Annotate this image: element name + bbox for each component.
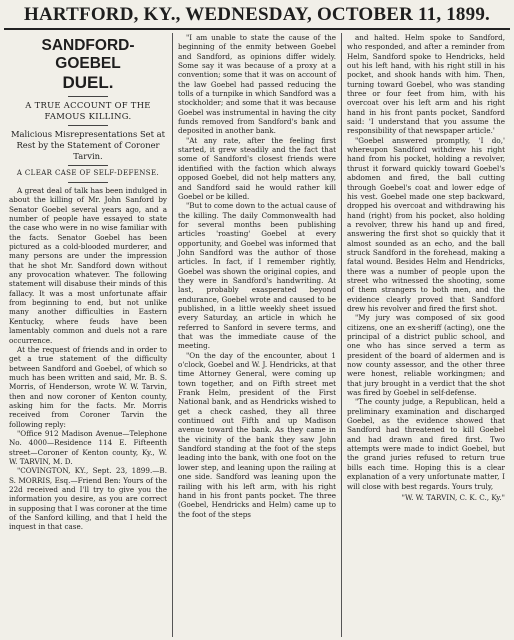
deck-3: A CLEAR CASE OF SELF-DEFENSE.	[16, 169, 160, 177]
deck-2: Malicious Misrepresentations Set at Rest by the Statement of Coroner Tarvin.	[10, 129, 166, 161]
columns	[4, 33, 510, 637]
headline-line-2: DUEL.	[62, 73, 114, 92]
paragraph: "My jury was composed of six good citizens, one an ex-sheriff (acting), one the principal of a district public school, and one who has since served a term as president of the board of aldermen and is now county assessor, and the other three were honest, reliable workingmen; and that jury brought in a verdict that the shot was fired by Goebel in self-defense.	[347, 313, 505, 398]
paragraph: "I am unable to state the cause of the beginning of the enmity between Goebel and Sandford, as opinions differ widely. Some say it was because of a proxy at a convention; some that it was on account of the law Goebel had passed reducing the tolls of a turnpike in which Sandford was a stockholder; and some that it was because Goebel was instrumental in having the city funds removed from Sandford's bank and deposited in another bank.	[178, 33, 336, 136]
headline-line-1: SANDFORD-GOEBEL	[41, 37, 135, 72]
paragraph: "The county judge, a Republican, held a preliminary examination and discharged Goebel, as the evidence showed that Sandford had threatened to kill Goebel and had drawn and fired first. Two attempts were made to indict Goebel, but the grand juries refused to return true bills each time. Hoping this is a clear explanation of a very unfortunate matter, I will close with best regards. Yours truly,	[347, 397, 505, 491]
column-3	[341, 33, 510, 637]
column-2	[172, 33, 341, 637]
paragraph: At the request of friends and in order to get a true statement of the difficulty between Sandford and Goebel, of which so much has been written and said, Mr. B. S. Morris, of Henderson, wrote W. W. Tarvin, then and now coroner of Kenton county, asking him for the facts. Mr. Morris received from Coroner Tarvin the following reply:	[9, 344, 167, 429]
paragraph: "On the day of the encounter, about 1 o'clock, Goebel and W. J. Hendricks, at that time Attorney General, were coming up town together, and on Fifth street met Frank Helm, president of the First National bank, and as Hendricks wished to get a check cashed, they all three continued out Fifth and up Madison avenue toward the bank. As they came in the vicinity of the bank they saw John Sandford standing at the foot of the steps leading into the bank, with one foot on the lower step, and leaning upon the railing at one side. Sandford was leaning upon the railing with his left arm, with his right hand in his front pants pocket. The three (Goebel, Hendricks and Helm) came up to the foot of the steps	[178, 350, 336, 519]
divider	[68, 125, 108, 126]
deck-1: A TRUE ACCOUNT OF THE FAMOUS KILLING.	[25, 100, 151, 121]
paragraph: "At any rate, after the feeling first started, it grew steadily and the fact that some of Sandford's closest friends were identified with the faction which always opposed Goebel, did not help matters any, and Sandford said he would rather kill Goebel or be killed.	[178, 135, 336, 201]
paragraph: and halted. Helm spoke to Sandford, who responded, and after a reminder from Helm, Sandford spoke to Hendricks, held out his left hand, with his right still in his pocket, and shook hands with him. Then, turning toward Goebel, who was standing three or four feet from him, with his overcoat over his left arm and his right hand in his front pants pocket, Sandford said: 'I understand that you assume the responsibility of that newspaper article.'	[347, 33, 505, 136]
paragraph: A great deal of talk has been indulged in about the killing of Mr. John Sanford by Senator Goebel several years ago, and a number of people have essayed to state the case who were in no wise familiar with the facts. Senator Goebel has been pictured as a cold-blooded murderer, and many persons are under the impression that he shot Mr. Sandford down without any provocation whatever. The following statement will disabuse their minds of this fallacy. It was a most unfortunate affair from beginning to end, but not unlike many another difficulties in Eastern Kentucky, where feuds have been lamentably common and duels not a rare occurrence.	[9, 186, 167, 345]
paragraph: "But to come down to the actual cause of the killing. The daily Commonwealth had for several months been publishing articles 'roasting' Goebel at every opportunity, and Goebel was informed that John Sandford was the author of those articles. In fact, if I remember rightly, Goebel was shown the original copies, and they were in Sandford's handwriting. At last, probably exasperated beyond endurance, Goebel wrote and caused to be published, in a little weekly sheet issued every Saturday, an article in which he referred to Sanford in severe terms, and that was the immediate cause of the meeting.	[178, 201, 336, 351]
paragraph: "COVINGTON, KY., Sept. 23, 1899.—B. S. MORRIS, Esq.—Friend Ben: Yours of the 22d received and I'll try to give you the information you desire, as you are correct in supposing that I was coroner at the time of the Sanford killing, and that I held the inquest in that case.	[9, 466, 167, 532]
divider	[68, 182, 108, 183]
paragraph: "Goebel answered promptly, 'I do,' whereupon Sandford withdrew his right hand from his pocket, holding a revolver, thrust it forward quickly toward Goebel's abdomen and fired, the ball cutting through Goebel's coat and lower edge of his vest. Goebel made one step backward, dropped his overcoat and withdrawing his hand (right) from his pocket, also holding a revolver, threw his hand up and fired, answering the first shot so quickly that it almost sounded as an echo, and the ball struck Sandford in the forehead, making a fatal wound. Besides Helm and Hendricks, there was a number of people upon the street who witnessed the shooting, some of them strangers to both men, and the evidence clearly proved that Sandford drew his revolver and fired the first shot.	[347, 135, 505, 313]
signature: "W. W. TARVIN, C. K. C., Ky."	[401, 492, 505, 502]
column-1	[4, 33, 172, 637]
divider	[68, 96, 108, 97]
masthead: HARTFORD, KY., WEDNESDAY, OCTOBER 11, 1899.	[24, 4, 490, 25]
paragraph: "Office 912 Madison Avenue—Telephone No. 4000—Residence 114 E. Fifteenth street—Coroner of Kenton county, Ky., W. W. TARVIN, M. D.	[9, 428, 167, 466]
masthead-rule	[4, 28, 510, 30]
divider	[68, 165, 108, 166]
